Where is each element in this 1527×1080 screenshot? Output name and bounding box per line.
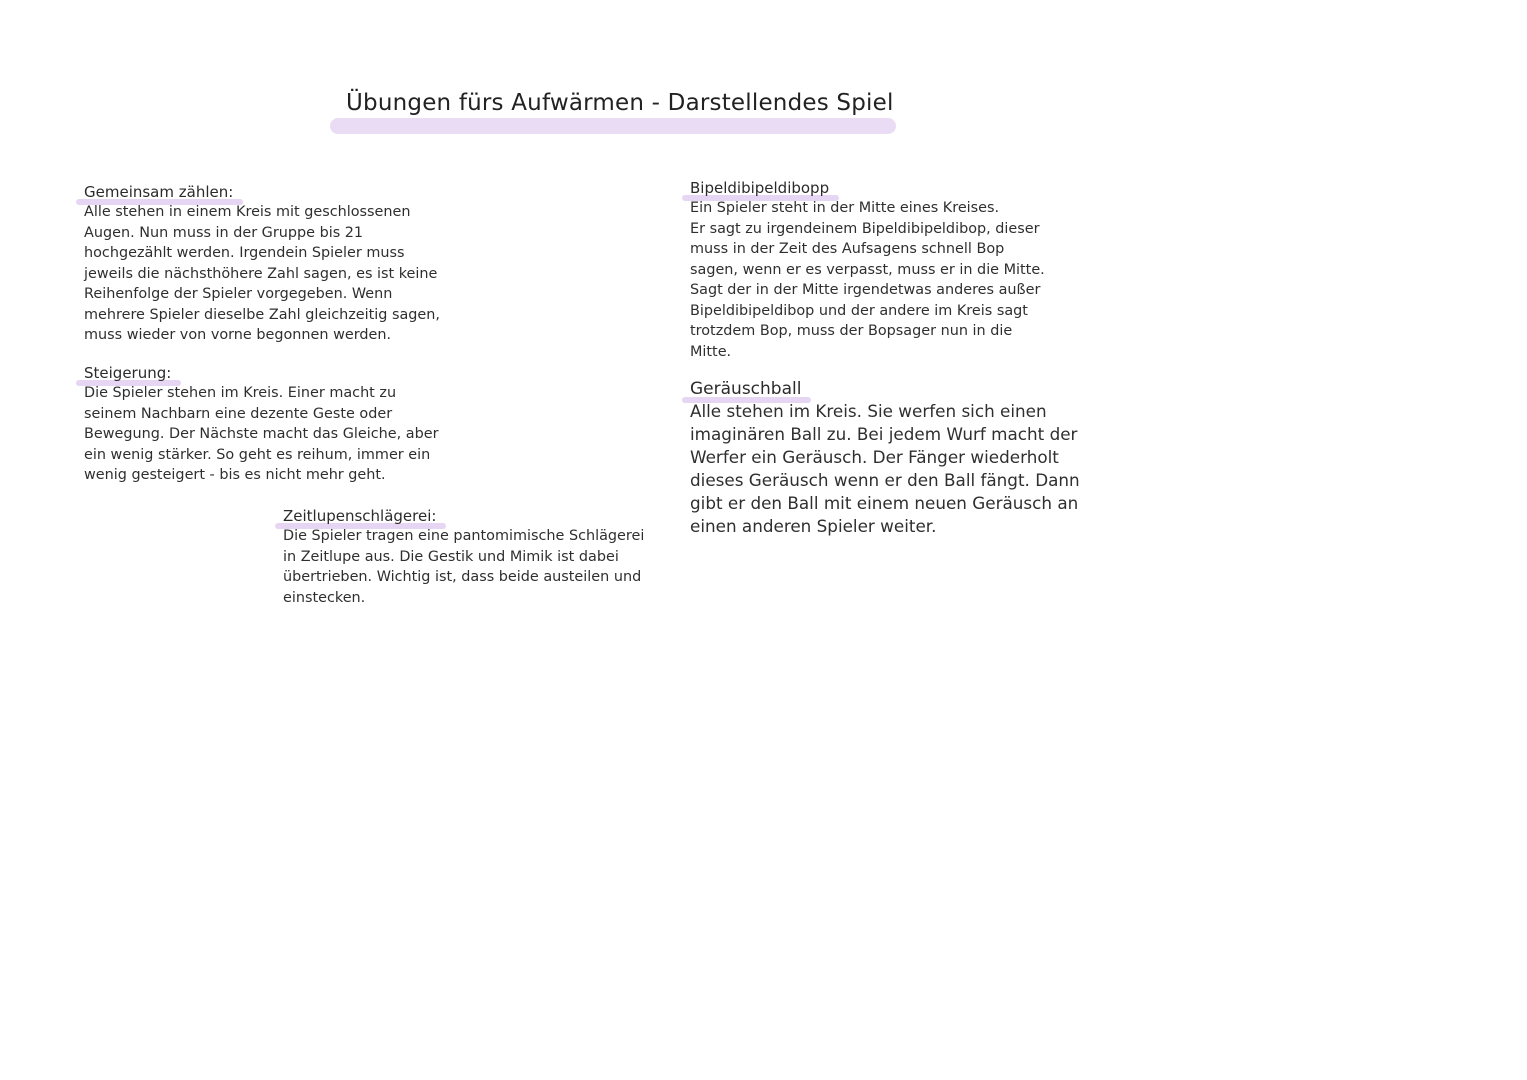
section-bipeldibipeldibopp (690, 178, 1110, 362)
heading-text: Gemeinsam zählen: (84, 183, 234, 201)
section-geraeuschball (690, 378, 1110, 538)
section-heading (283, 506, 436, 526)
section-text: Ein Spieler steht in der Mitte eines Kreises. Er sagt zu irgendeinem Bipeldibipeldibop, dieser muss in der Zeit des Aufsagens schnell Bop sagen, wenn er es verpasst, muss er in die Mitte. Sagt der in der Mitte irgendetwas anderes außer Bipeldibipeldibop und der andere im Kreis sagt trotzdem Bop, muss der Bopsager nun in die Mitte. (690, 200, 1045, 360)
section-steigerung (84, 363, 504, 486)
section-text: Alle stehen im Kreis. Sie werfen sich einen imaginären Ball zu. Bei jedem Wurf macht der Werfer ein Geräusch. Der Fänger wiederholt dieses Geräusch wenn er den Ball fängt. Dann gibt er den Ball mit einem neuen Geräusch an einen anderen Spieler weiter. (690, 401, 1080, 536)
section-zeitlupenschlaegerei (283, 506, 683, 608)
section-text: Die Spieler tragen eine pantomimische Schlägerei in Zeitlupe aus. Die Gestik und Mimik ist dabei übertrieben. Wichtig ist, dass beide austeilen und einstecken. (283, 528, 645, 606)
page-title-area (330, 90, 900, 138)
heading-text: Steigerung: (84, 364, 172, 382)
section-heading (84, 182, 233, 202)
section-text: Die Spieler stehen im Kreis. Einer macht zu seinem Nachbarn eine dezente Geste oder Bewegung. Der Nächste macht das Gleiche, aber ein wenig stärker. So geht es reihum, immer ein wenig gesteigert - bis es nicht mehr geht. (84, 385, 439, 483)
section-heading (690, 378, 801, 400)
section-heading (690, 178, 829, 198)
title-highlight (330, 118, 896, 134)
section-heading (84, 363, 171, 383)
heading-text: Zeitlupenschlägerei: (283, 507, 437, 525)
heading-text: Bipeldibipeldibopp (690, 179, 830, 197)
heading-text: Geräuschball (690, 379, 802, 399)
section-gemeinsam-zaehlen (84, 182, 504, 346)
page-title: Übungen fürs Aufwärmen - Darstellendes Spiel (346, 90, 894, 116)
section-text: Alle stehen in einem Kreis mit geschlossenen Augen. Nun muss in der Gruppe bis 21 hochgezählt werden. Irgendein Spieler muss jeweils die nächsthöhere Zahl sagen, es ist keine Reihenfolge der Spieler vorgegeben. Wenn mehrere Spieler dieselbe Zahl gleichzeitig sagen, muss wieder von vorne begonnen werden. (84, 204, 440, 343)
